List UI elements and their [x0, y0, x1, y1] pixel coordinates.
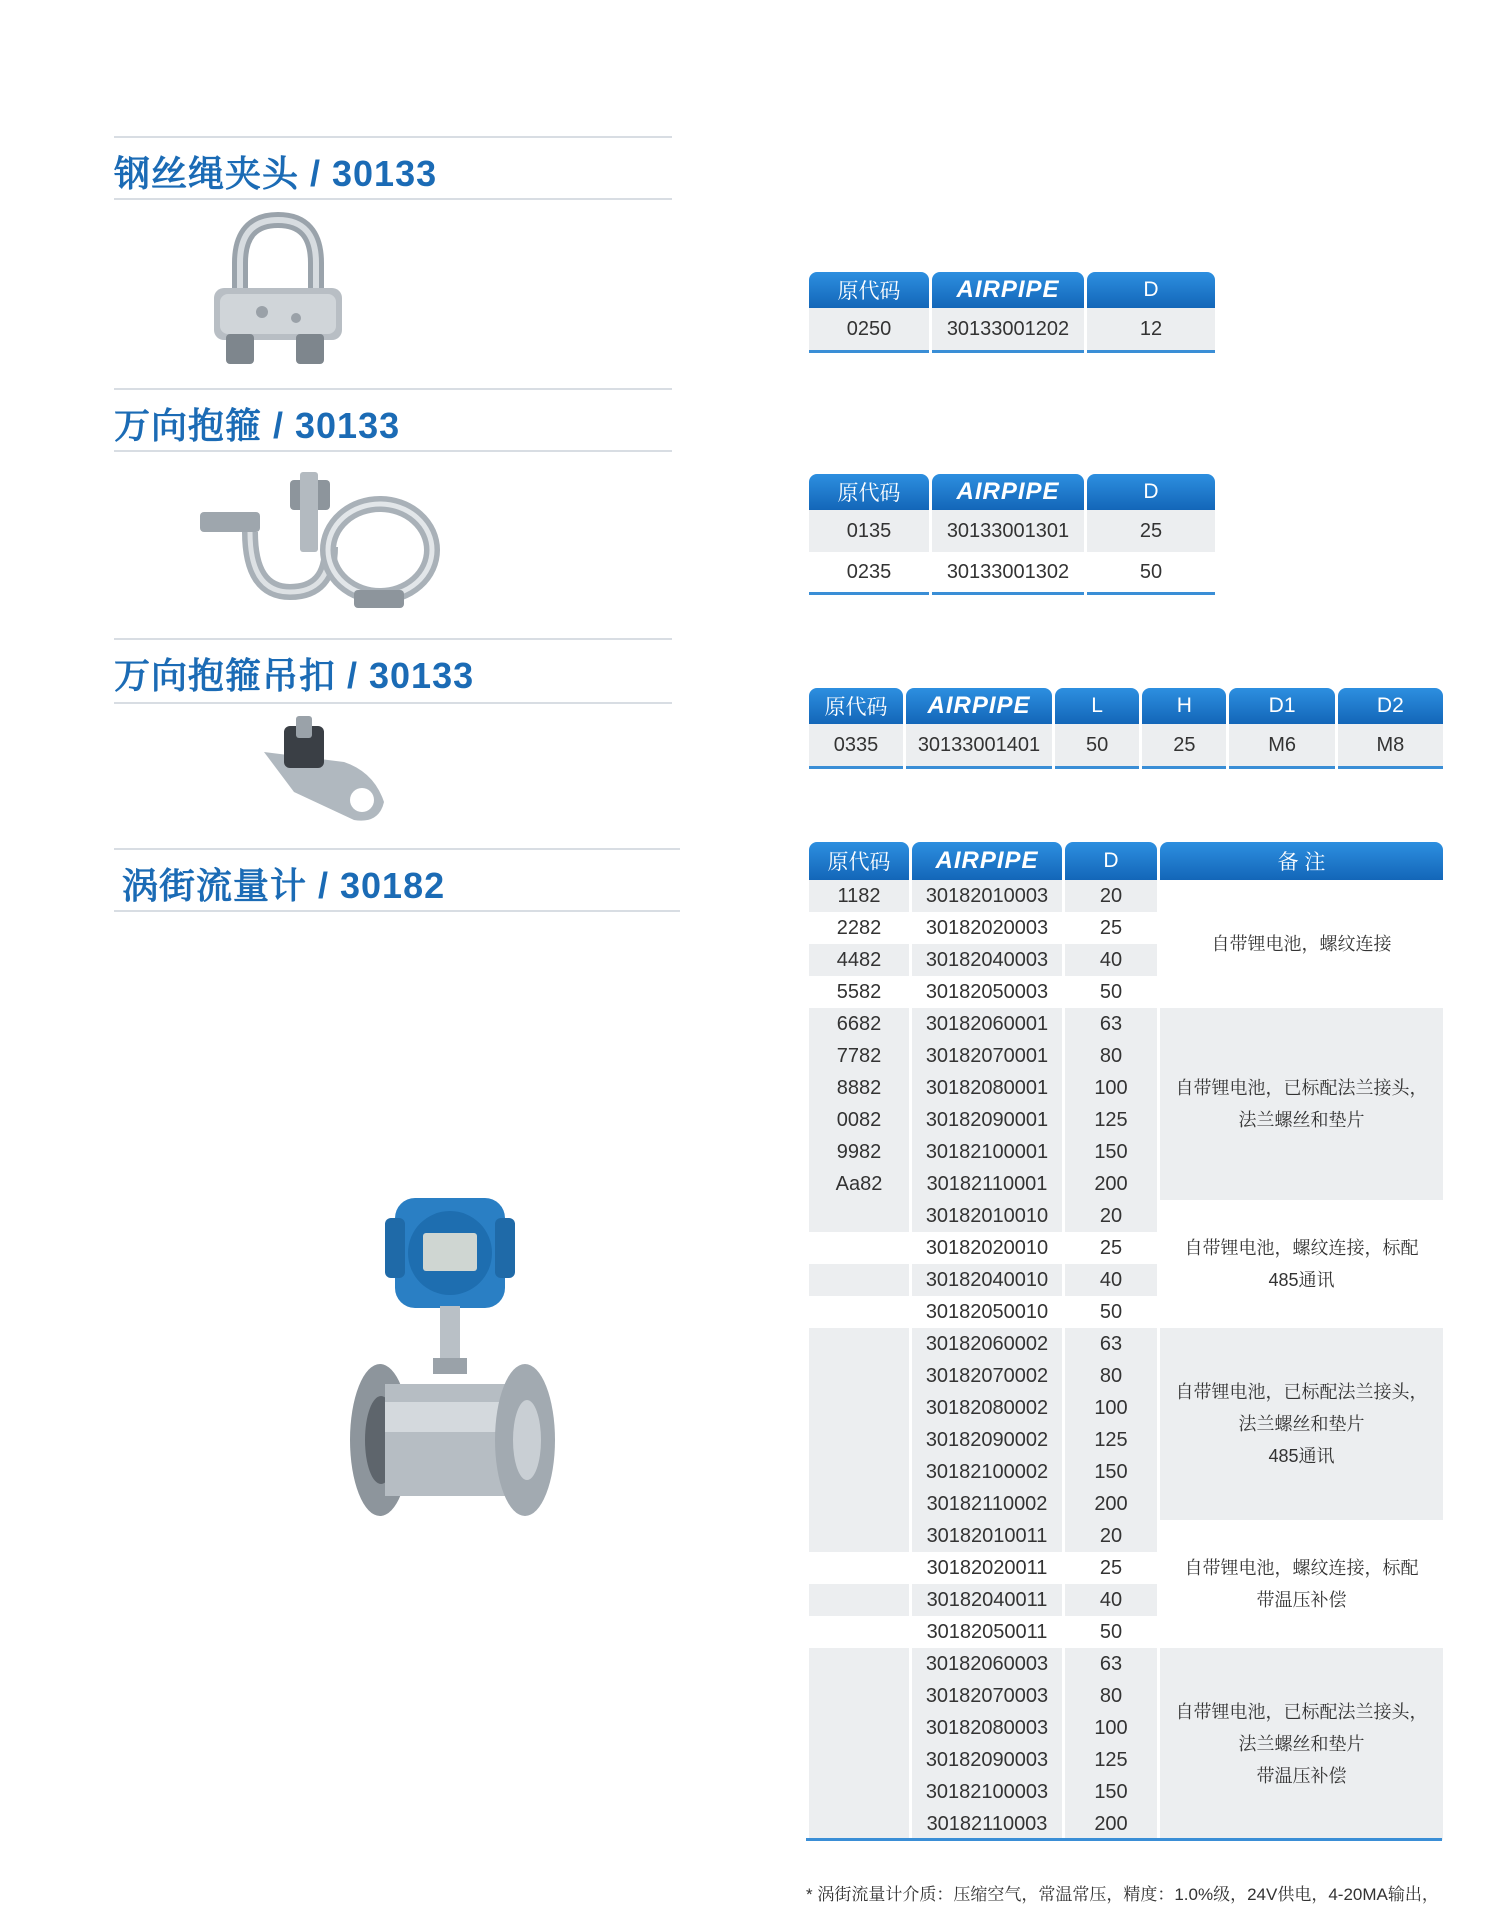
section-title-universal-clamp: 万向抱箍 / 30133 [114, 405, 401, 446]
column-header: 原代码 [809, 688, 903, 724]
cell: 0235 [809, 552, 929, 595]
remark-line: 自带锂电池，已标配法兰接头， [1175, 1078, 1428, 1098]
wire-rope-clip-image [200, 208, 350, 378]
wire-clip-spec-table [806, 272, 1218, 353]
clamp-hanger-spec-table [806, 688, 1446, 769]
cell: 30182010010 [912, 1200, 1062, 1232]
remark-line: 485通讯 [1268, 1446, 1335, 1466]
remark-cell [1160, 880, 1443, 1008]
column-header: L [1055, 688, 1139, 724]
remark-cell [1160, 1008, 1443, 1200]
cell: M6 [1229, 724, 1334, 769]
column-header: AIRPIPE [912, 842, 1062, 880]
cell: 50 [1099, 1620, 1123, 1643]
table-row [809, 510, 1215, 552]
cell: 30133001302 [932, 552, 1084, 595]
section-title-wire-clip: 钢丝绳夹头 / 30133 [114, 153, 438, 194]
table-bottom-rule [806, 1838, 1442, 1841]
cell: 125 [1065, 1424, 1157, 1456]
remark-line: 法兰螺丝和垫片 [1238, 1414, 1365, 1434]
remark-line: 带温压补偿 [1256, 1590, 1347, 1610]
cell: 30182040010 [912, 1264, 1062, 1296]
remark-line: 自带锂电池，已标配法兰接头， [1175, 1382, 1428, 1402]
remark-line: 自带锂电池，已标配法兰接头， [1175, 1702, 1428, 1722]
section-divider [114, 910, 680, 912]
column-header: 原代码 [809, 272, 929, 308]
section-divider [114, 198, 672, 200]
cell: 200 [1065, 1488, 1157, 1520]
remark-line: 485通讯 [1268, 1270, 1335, 1290]
remark-line: 自带锂电池，螺纹连接，标配 [1184, 1238, 1419, 1258]
cell: 63 [1065, 1008, 1157, 1040]
cell: 30182100002 [912, 1456, 1062, 1488]
remark-cell [1160, 1200, 1443, 1328]
cell [809, 1648, 909, 1680]
table-row [809, 880, 1443, 912]
cell: 25 [1087, 510, 1215, 552]
cell [809, 1392, 909, 1424]
cell: 150 [1065, 1136, 1157, 1168]
column-header: AIRPIPE [932, 272, 1084, 308]
cell: 50 [1055, 724, 1139, 769]
cell [809, 1552, 909, 1584]
section-title-flowmeter: 涡街流量计 / 30182 [122, 865, 446, 906]
cell: 6682 [809, 1008, 909, 1040]
cell: 30182070002 [912, 1360, 1062, 1392]
cell: 150 [1065, 1776, 1157, 1808]
cell [809, 1424, 909, 1456]
column-header: 原代码 [809, 474, 929, 510]
cell [809, 1328, 909, 1360]
cell: 63 [1065, 1648, 1157, 1680]
cell: 100 [1065, 1392, 1157, 1424]
remark-cell [1160, 1648, 1443, 1840]
remark-cell [1160, 1520, 1443, 1648]
cell: 9982 [809, 1136, 909, 1168]
cell: 0335 [809, 724, 903, 769]
cell: 50 [1099, 980, 1123, 1003]
cell: 125 [1065, 1744, 1157, 1776]
section-divider [114, 638, 672, 640]
cell: 100 [1065, 1072, 1157, 1104]
cell [809, 1488, 909, 1520]
column-header: 原代码 [809, 842, 909, 880]
cell: 30182070001 [912, 1040, 1062, 1072]
section-divider [114, 848, 680, 850]
cell [809, 1584, 909, 1616]
column-header: D2 [1338, 688, 1443, 724]
cell [809, 1296, 909, 1328]
cell [809, 1616, 909, 1648]
cell: 4482 [809, 944, 909, 976]
remark-line: 自带锂电池，螺纹连接，标配 [1184, 1558, 1419, 1578]
cell: 7782 [809, 1040, 909, 1072]
remark-line: 带温压补偿 [1256, 1766, 1347, 1786]
cell: 2282 [836, 916, 882, 939]
cell: 30182100003 [912, 1776, 1062, 1808]
cell: 30182090003 [912, 1744, 1062, 1776]
column-header: H [1142, 688, 1226, 724]
column-header: AIRPIPE [906, 688, 1052, 724]
cell: 20 [1065, 1200, 1157, 1232]
cell: 8882 [809, 1072, 909, 1104]
cell: 200 [1065, 1168, 1157, 1200]
cell: 40 [1065, 944, 1157, 976]
turbine-flowmeter-image [345, 1188, 565, 1528]
cell: 30182010003 [912, 880, 1062, 912]
column-header: AIRPIPE [932, 474, 1084, 510]
footnote: * 涡街流量计介质：压缩空气，常温常压，精度：1.0%级，24V供电，4-20MA输出， [806, 1885, 1439, 1904]
cell: 125 [1065, 1104, 1157, 1136]
cell: 30133001301 [932, 510, 1084, 552]
cell [809, 1744, 909, 1776]
cell: 25 [1142, 724, 1226, 769]
cell [809, 1520, 909, 1552]
cell [809, 1264, 909, 1296]
column-header: D [1065, 842, 1157, 880]
remark-cell [1160, 1328, 1443, 1520]
cell: 30182110002 [912, 1488, 1062, 1520]
cell: Aa82 [809, 1168, 909, 1200]
cell: 30182020010 [925, 1236, 1049, 1259]
cell: 50 [1087, 552, 1215, 595]
universal-clamp-image [190, 462, 440, 622]
cell: 30182060003 [912, 1648, 1062, 1680]
cell: 0250 [809, 308, 929, 353]
table-row [809, 1648, 1443, 1680]
table-row [809, 1200, 1443, 1232]
cell: 63 [1065, 1328, 1157, 1360]
cell: 12 [1087, 308, 1215, 353]
cell [809, 1712, 909, 1744]
remark-line: 法兰螺丝和垫片 [1238, 1110, 1365, 1130]
table-row [809, 1328, 1443, 1360]
cell: 30182100001 [912, 1136, 1062, 1168]
cell: 150 [1065, 1456, 1157, 1488]
cell [809, 1808, 909, 1840]
cell: 1182 [809, 880, 909, 912]
cell: 30182050003 [925, 980, 1049, 1003]
cell: 30182040003 [912, 944, 1062, 976]
cell: 40 [1065, 1584, 1157, 1616]
cell: 40 [1065, 1264, 1157, 1296]
column-header: D1 [1229, 688, 1334, 724]
section-divider [114, 388, 672, 390]
section-divider [114, 450, 672, 452]
table-row [809, 308, 1215, 353]
cell [809, 1776, 909, 1808]
cell: 30182020011 [926, 1556, 1048, 1579]
cell: 30182050011 [926, 1620, 1048, 1643]
cell: 30182110003 [912, 1808, 1062, 1840]
column-header: D [1087, 474, 1215, 510]
column-header: 备 注 [1160, 842, 1443, 880]
table-row [809, 1008, 1443, 1040]
clamp-hanger-image [254, 712, 404, 832]
cell: 0135 [809, 510, 929, 552]
cell: 5582 [836, 980, 882, 1003]
section-title-clamp-hanger: 万向抱箍吊扣 / 30133 [114, 655, 475, 696]
table-row [809, 552, 1215, 595]
cell: 30182060001 [912, 1008, 1062, 1040]
cell: 30182090001 [912, 1104, 1062, 1136]
cell: 100 [1065, 1712, 1157, 1744]
cell: 20 [1065, 1520, 1157, 1552]
cell: 30182040011 [912, 1584, 1062, 1616]
cell: 0082 [809, 1104, 909, 1136]
cell: 30182070003 [912, 1680, 1062, 1712]
flowmeter-spec-table [806, 842, 1446, 1840]
cell: 80 [1065, 1040, 1157, 1072]
cell: 30182020003 [925, 916, 1049, 939]
cell: 30182050010 [925, 1300, 1049, 1323]
cell: 30133001401 [906, 724, 1052, 769]
remark-line: 自带锂电池，螺纹连接 [1211, 934, 1392, 954]
cell: 80 [1065, 1680, 1157, 1712]
cell: 30182090002 [912, 1424, 1062, 1456]
remark-line: 法兰螺丝和垫片 [1238, 1734, 1365, 1754]
cell: 30182010011 [912, 1520, 1062, 1552]
universal-clamp-spec-table [806, 474, 1218, 595]
cell: M8 [1338, 724, 1443, 769]
cell [809, 1680, 909, 1712]
cell [809, 1456, 909, 1488]
cell [809, 1200, 909, 1232]
cell: 25 [1099, 1236, 1123, 1259]
cell: 30182080002 [912, 1392, 1062, 1424]
cell: 30182110001 [912, 1168, 1062, 1200]
cell: 30182080003 [912, 1712, 1062, 1744]
cell: 25 [1099, 916, 1123, 939]
section-divider-top [114, 136, 672, 138]
table-row [809, 1520, 1443, 1552]
flowmeter-table-body [809, 880, 1443, 1840]
column-header: D [1087, 272, 1215, 308]
cell: 30182080001 [912, 1072, 1062, 1104]
cell: 200 [1065, 1808, 1157, 1840]
cell [809, 1232, 909, 1264]
cell: 25 [1099, 1556, 1123, 1579]
section-divider [114, 702, 672, 704]
cell: 20 [1065, 880, 1157, 912]
table-row [809, 724, 1443, 769]
cell: 30182060002 [912, 1328, 1062, 1360]
cell: 80 [1065, 1360, 1157, 1392]
cell: 50 [1099, 1300, 1123, 1323]
cell: 30133001202 [932, 308, 1084, 353]
cell [809, 1360, 909, 1392]
